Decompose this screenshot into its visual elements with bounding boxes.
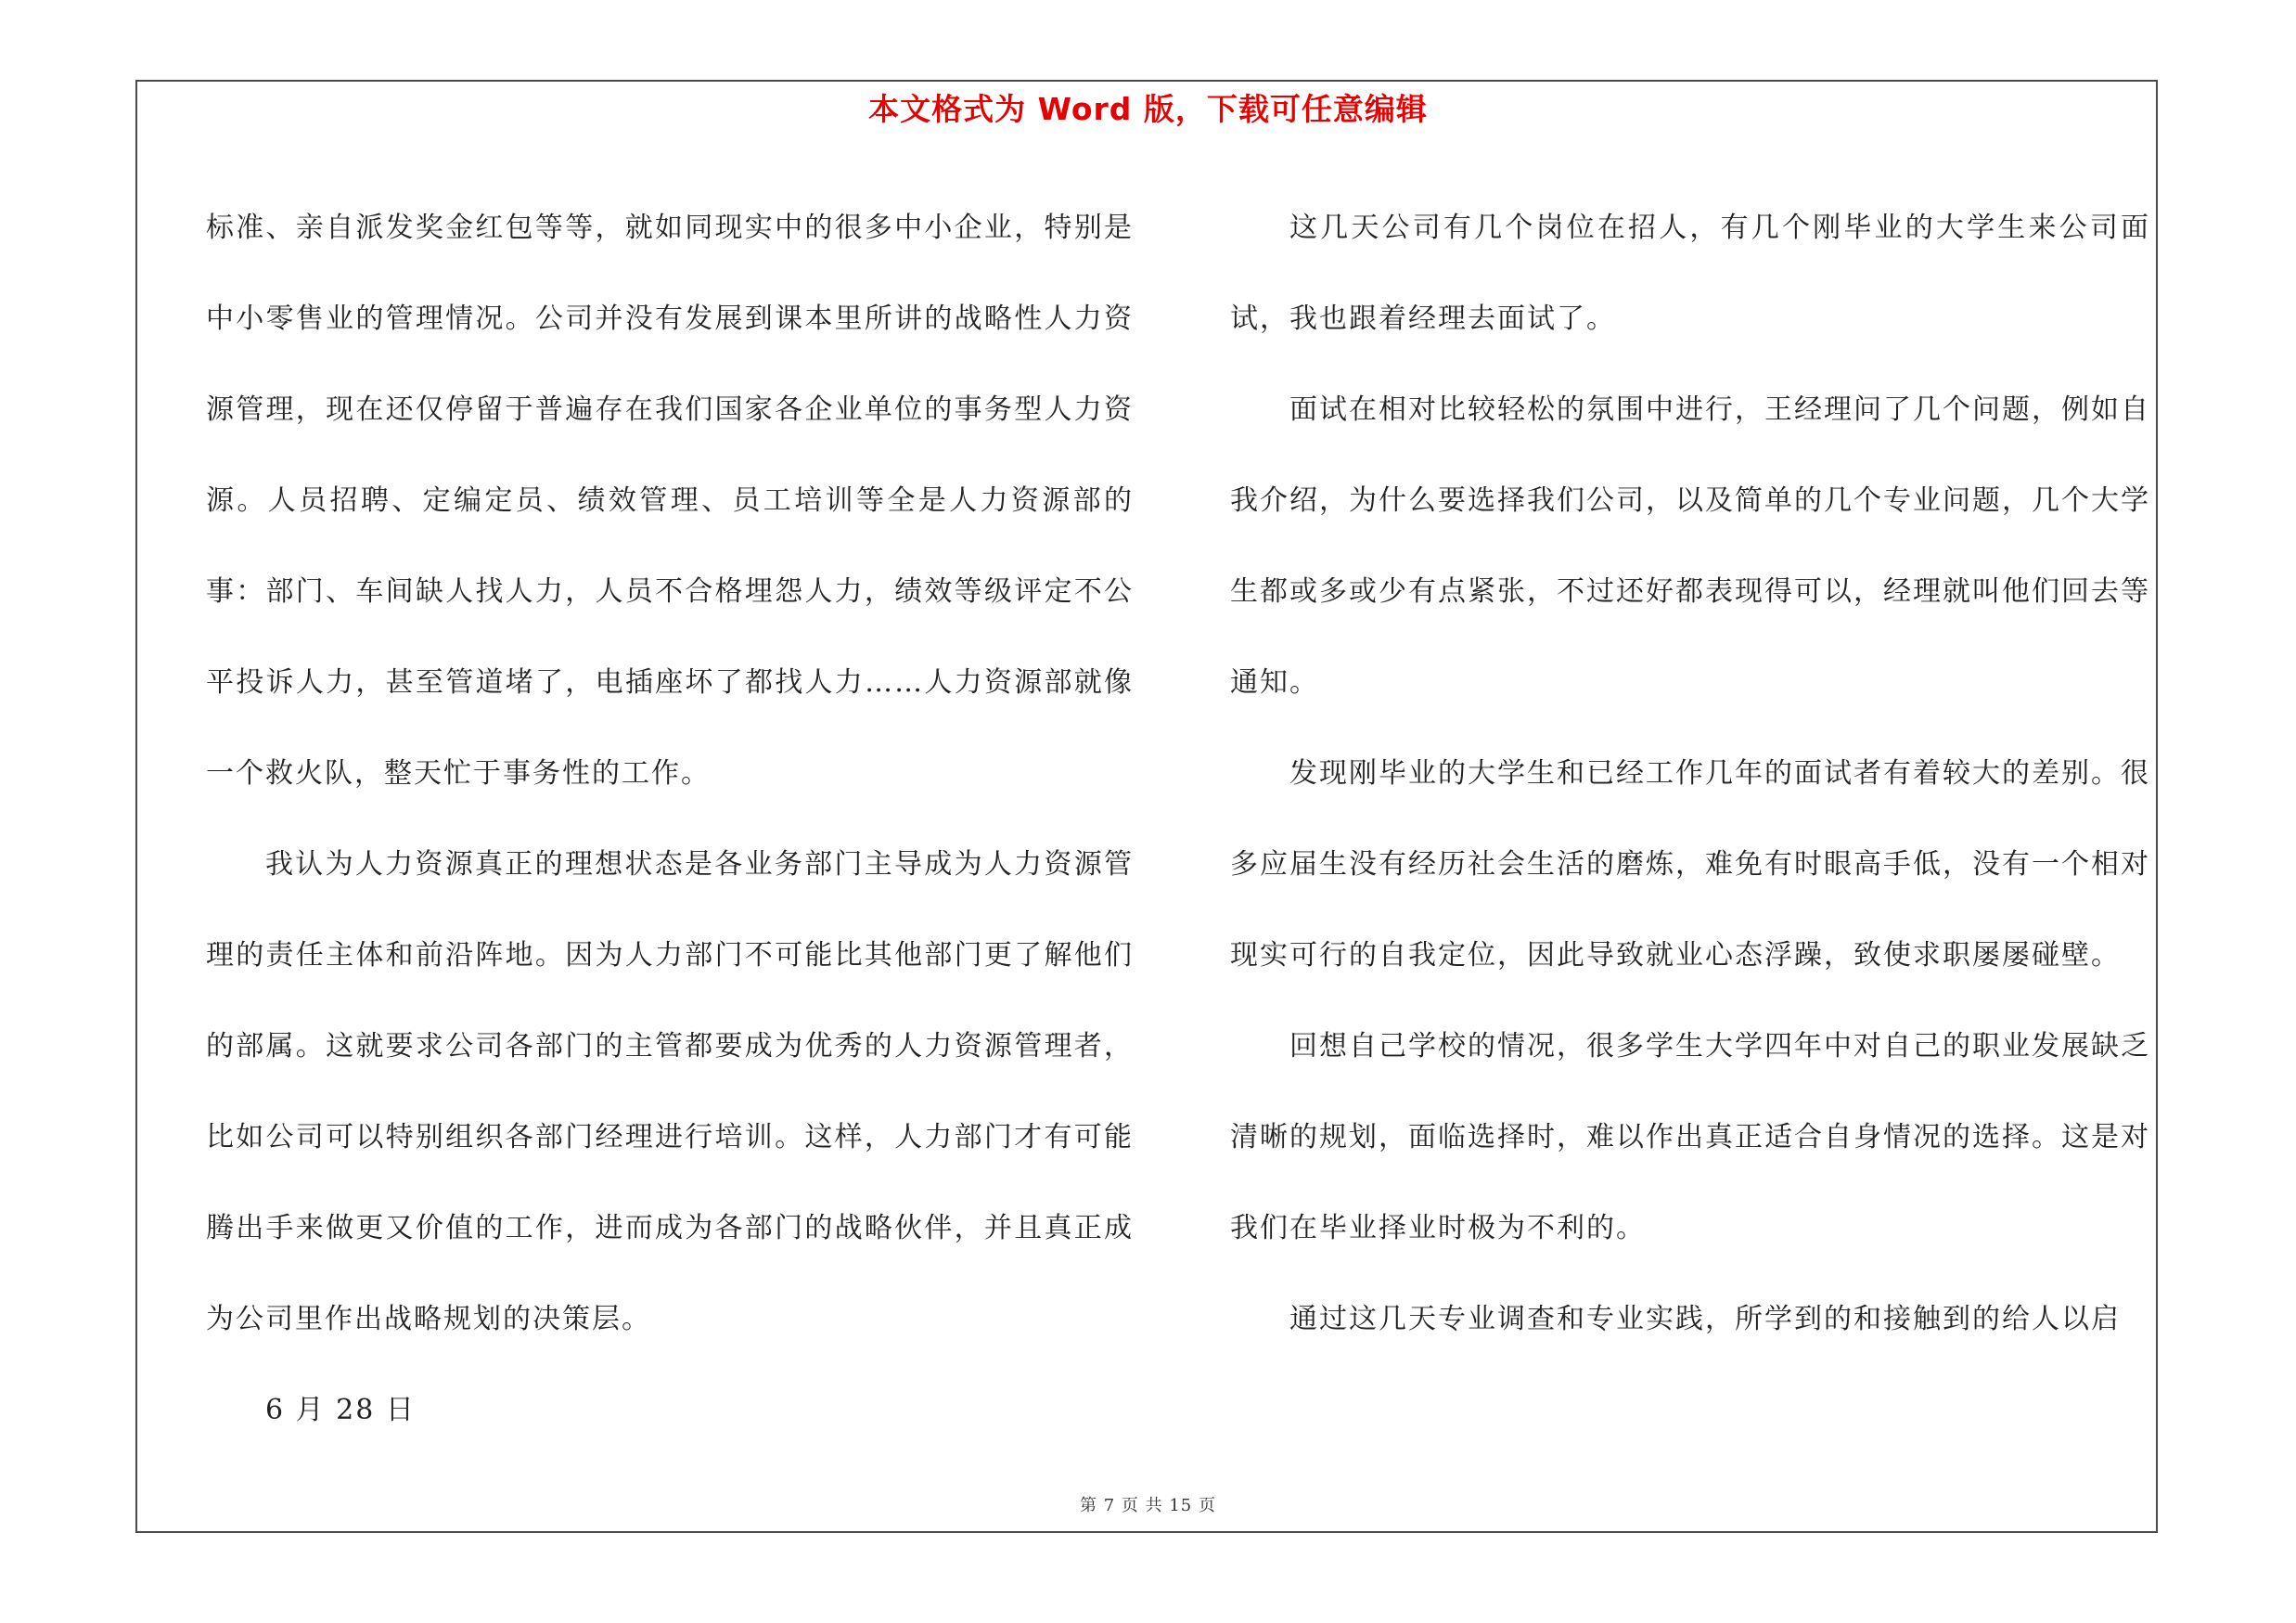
date-heading: 6 月 28 日 [265,1394,416,1426]
left-paragraph-2: 我认为人力资源真正的理想状态是各业务部门主导成为人力资源管理的责任主体和前沿阵地。因为人力部门不可能比其他部门更了解他们的部属。这就要求公司各部门的主管都要成为优秀的人力资源管理者，比如公司可以特别组织各部门经理进行培训。这样，人力部门才有可能腾出手来做更又价值的工作，进而成为各部门的战略伙伴，并且真正成为公司里作出战略规划的决策层。 [206,848,1134,1335]
right-paragraph-1: 这几天公司有几个岗位在招人，有几个刚毕业的大学生来公司面试，我也跟着经理去面试了。 [1230,212,2150,335]
left-paragraph-1: 标准、亲自派发奖金红包等等，就如同现实中的很多中小企业，特别是中小零售业的管理情况。公司并没有发展到课本里所讲的战略性人力资源管理，现在还仅停留于普遍存在我们国家各企业单位的事务型人力资源。人员招聘、定编定员、绩效管理、员工培训等全是人力资源部的事：部门、车间缺人找人力，人员不合格埋怨人力，绩效等级评定不公平投诉人力，甚至管道堵了，电插座坏了都找人力……人力资源部就像一个救火队，整天忙于事务性的工作。 [206,212,1134,790]
page-number-footer: 第 7 页 共 15 页 [1080,1496,1216,1515]
right-paragraph-4: 回想自己学校的情况，很多学生大学四年中对自己的职业发展缺乏清晰的规划，面临选择时，难以作出真正适合自身情况的选择。这是对我们在毕业择业时极为不利的。 [1230,1030,2150,1244]
left-column [206,183,1134,1456]
right-paragraph-2: 面试在相对比较轻松的氛围中进行，王经理问了几个问题，例如自我介绍，为什么要选择我们公司，以及简单的几个专业问题，几个大学生都或多或少有点紧张，不过还好都表现得可以，经理就叫他们回去等通知。 [1230,393,2150,699]
right-column [1230,183,2150,1365]
format-banner: 本文格式为 Word 版，下载可任意编辑 [868,91,1428,127]
right-paragraph-5: 通过这几天专业调查和专业实践，所学到的和接触到的给人以启 [1289,1303,2121,1335]
right-paragraph-3: 发现刚毕业的大学生和已经工作几年的面试者有着较大的差别。很多应届生没有经历社会生活的磨炼，难免有时眼高手低，没有一个相对现实可行的自我定位，因此导致就业心态浮躁，致使求职屡屡碰壁。 [1230,757,2150,972]
